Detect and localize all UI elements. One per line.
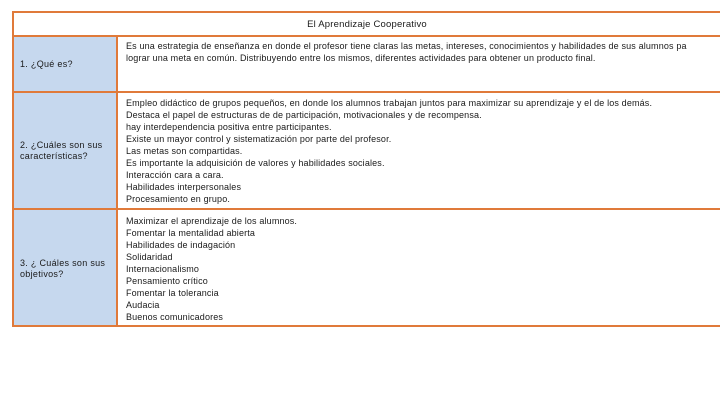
question-cell	[14, 37, 118, 91]
table-row-objectives	[14, 210, 720, 327]
question-cell	[14, 93, 118, 208]
answer-line: Internacionalismo	[126, 264, 200, 274]
answer-line: Las metas son compartidas.	[126, 146, 243, 156]
answer-cell	[118, 210, 720, 327]
answer-line: Procesamiento en grupo.	[126, 194, 231, 204]
answer-line: Empleo didáctico de grupos pequeños, en donde los alumnos trabajan juntos para maximizar su aprendizaje y el de los demás.	[126, 98, 653, 108]
answer-cell	[118, 93, 720, 208]
answer-line: Audacia	[126, 300, 160, 310]
answer-line: Buenos comunicadores	[126, 312, 224, 322]
answer-line: Habilidades de indagación	[126, 240, 236, 250]
answer-line: Interacción cara a cara.	[126, 170, 224, 180]
answer-line: Solidaridad	[126, 252, 173, 262]
answer-line: Maximizar el aprendizaje de los alumnos.	[126, 216, 298, 226]
answer-line: Es una estrategia de enseñanza en donde el profesor tiene claras las metas, intereses, conocimientos y habilidades de sus alumnos pa	[126, 41, 687, 51]
question-text: 3. ¿ Cuáles son sus objetivos?	[20, 257, 106, 279]
table-row-characteristics	[14, 93, 720, 210]
answer-line: Habilidades interpersonales	[126, 182, 242, 192]
answer-line: Pensamiento crítico	[126, 276, 208, 286]
table-row-what-is	[14, 37, 720, 93]
answer-line: Destaca el papel de estructuras de de participación, motivacionales y de recompensa.	[126, 110, 482, 120]
question-text: 2. ¿Cuáles son sus características?	[20, 139, 103, 161]
answer-line: Existe un mayor control y sistematización por parte del profesor.	[126, 134, 392, 144]
question-cell	[14, 210, 118, 327]
answer-line: lograr una meta en común. Distribuyendo entre los mismos, diferentes actividades para obtener un producto final.	[126, 53, 596, 63]
answer-line: Fomentar la mentalidad abierta	[126, 228, 256, 238]
table-title-row	[14, 13, 720, 37]
answer-cell	[118, 37, 720, 91]
answer-line: Fomentar la tolerancia	[126, 288, 219, 298]
answer-line: Es importante la adquisición de valores y habilidades sociales.	[126, 158, 385, 168]
answer-line: hay interdependencia positiva entre participantes.	[126, 122, 332, 132]
cooperative-learning-table	[12, 11, 720, 327]
table-title: El Aprendizaje Cooperativo	[307, 18, 427, 30]
question-text: 1. ¿Qué es?	[20, 58, 73, 69]
